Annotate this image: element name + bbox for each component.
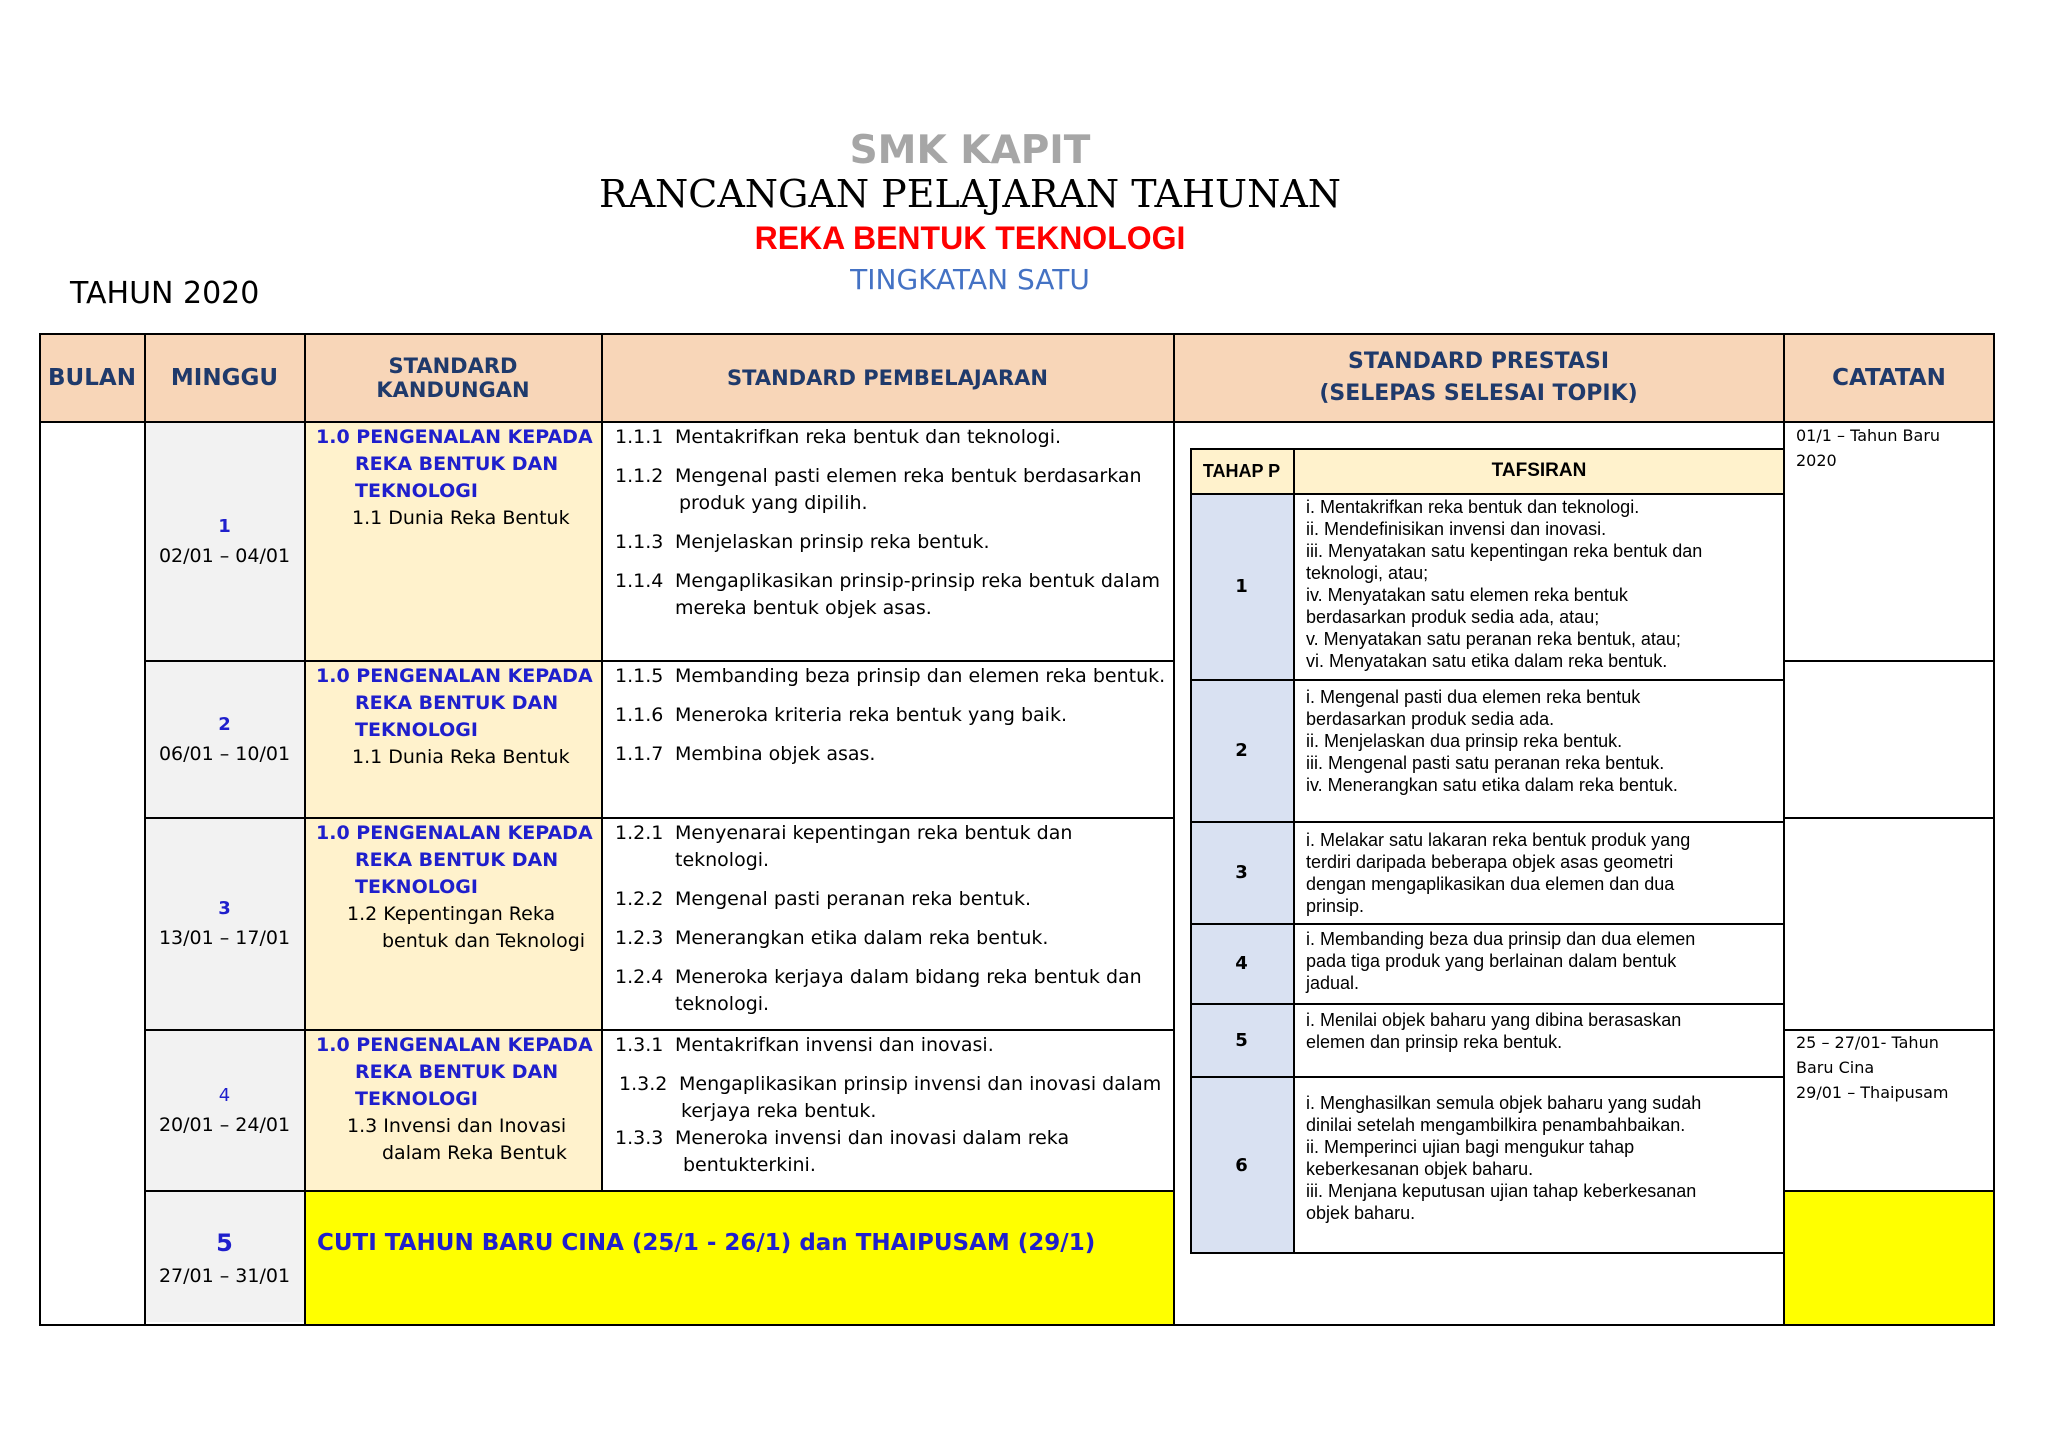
col-header-tafsiran: TAFSIRAN	[1294, 448, 1784, 493]
tahap-level: 2	[1235, 740, 1248, 761]
week-date: 20/01 – 24/01	[158, 1113, 291, 1136]
subject-title: REKA BENTUK TEKNOLOGI	[754, 220, 1186, 256]
standard-pembelajaran-cell	[615, 663, 1170, 768]
col-header-tahap: TAHAP P	[1190, 448, 1293, 493]
list-item: 1.1.3 Menjelaskan prinsip reka bentuk.	[615, 531, 990, 553]
col-header-standard-pembelajaran: STANDARD PEMBELAJARAN	[602, 334, 1173, 421]
week-number: 4	[218, 1084, 231, 1106]
standard-kandungan-cell: 1.0 PENGENALAN KEPADA REKA BENTUK DAN TEKNOLOGI 1.2 Kepentingan Reka bentuk dan Teknologi	[316, 822, 593, 952]
list-item: 1.2.2 Mengenal pasti peranan reka bentuk.	[615, 888, 1031, 910]
holiday-banner: CUTI TAHUN BARU CINA (25/1 - 26/1) dan THAIPUSAM (29/1)	[317, 1230, 1096, 1256]
week-date: 13/01 – 17/01	[158, 927, 291, 949]
week-date: 06/01 – 10/01	[158, 742, 291, 765]
tahap-level: 6	[1235, 1155, 1248, 1176]
school-name: SMK KAPIT	[849, 128, 1091, 173]
list-item: 1.1.2 Mengenal pasti elemen reka bentuk berdasarkan	[615, 465, 1142, 487]
week-date: 02/01 – 04/01	[158, 544, 291, 567]
list-item: 1.1.4 Mengaplikasikan prinsip-prinsip reka bentuk dalam	[615, 570, 1160, 592]
list-item: 1.1.5 Membanding beza prinsip dan elemen reka bentuk.	[615, 665, 1166, 687]
tahap-level: 1	[1235, 576, 1248, 597]
tahap-level: 4	[1235, 953, 1248, 974]
week-number: 2	[218, 713, 231, 735]
week-date: 27/01 – 31/01	[158, 1264, 291, 1287]
standard-kandungan-cell: 1.0 PENGENALAN KEPADA REKA BENTUK DAN TEKNOLOGI 1.3 Invensi dan Inovasi dalam Reka Bentuk	[316, 1034, 593, 1164]
week-number: 5	[216, 1228, 233, 1257]
tahap-level: 3	[1235, 862, 1248, 883]
week-cell	[145, 1191, 304, 1324]
standard-pembelajaran-cell: 1.2.1 Menyenarai kepentingan reka bentuk dan teknologi. 1.2.2 Mengenal pasti peranan reka bentuk. 1.2.3 Menerangkan etika dalam reka bentuk. 1.2.4 Meneroka kerjaya dalam bidang reka bentuk dan teknologi.	[615, 820, 1170, 1018]
prestasi-table	[1190, 448, 1785, 1254]
year-label: TAHUN 2020	[70, 276, 260, 311]
list-item: 1.2.1 Menyenarai kepentingan reka bentuk dan teknologi.	[615, 822, 1073, 871]
standard-pembelajaran-cell: 1.1.1 Mentakrifkan reka bentuk dan teknologi. 1.1.2 Mengenal pasti elemen reka bentuk berdasarkan produk yang dipilih. 1.1.3 Menjelaskan prinsip reka bentuk. 1.1.4 Mengaplikasikan prinsip-prinsip reka bentuk dalam mereka bentuk objek asas.	[615, 424, 1170, 622]
tahap-level: 5	[1235, 1029, 1248, 1051]
standard-kandungan-cell: 1.0 PENGENALAN KEPADA REKA BENTUK DAN TEKNOLOGI 1.1 Dunia Reka Bentuk	[316, 665, 593, 768]
week-number: 3	[218, 898, 231, 919]
standard-pembelajaran-cell: 1.3.1 Mentakrifkan invensi dan inovasi. 1.3.2 Mengaplikasikan prinsip invensi dan inovasi dalam kerjaya reka bentuk. 1.3.3 Meneroka invensi dan inovasi dalam reka bentukterkini.	[615, 1032, 1170, 1179]
col-header-standard-kandungan: STANDARD KANDUNGAN	[305, 334, 601, 421]
col-header-standard-prestasi: STANDARD PRESTASI (SELEPAS SELESAI TOPIK)	[1174, 334, 1783, 421]
tafsiran-text: i. Mentakrifkan reka bentuk dan teknologi. ii. Mendefinisikan invensi dan inovasi. iii. Menyatakan satu kepentingan reka bentuk dan teknologi, atau; iv. Menyatakan satu elemen reka bentuk berdasarkan produk sedia ada, atau; v. Menyatakan satu peranan reka bentuk, atau; vi. Menyatakan satu etika dalam reka bentuk.	[1306, 497, 1703, 671]
list-item: 1.2.4 Meneroka kerjaya dalam bidang reka bentuk dan	[615, 966, 1142, 988]
col-header-minggu: MINGGU	[145, 334, 304, 421]
week-number: 1	[218, 515, 231, 537]
col-header-catatan: CATATAN	[1784, 334, 1994, 421]
list-item: 1.1.6 Meneroka kriteria reka bentuk yang baik.	[615, 704, 1068, 726]
week-cell	[145, 422, 304, 660]
week-cell	[145, 661, 304, 817]
level-title: TINGKATAN SATU	[850, 263, 1090, 296]
tafsiran-text: i. Melakar satu lakaran reka bentuk produk yang terdiri daripada beberapa objek asas geometri dengan mengaplikasikan dua elemen dan dua prinsip.	[1306, 830, 1691, 916]
col-header-bulan: BULAN	[40, 334, 144, 421]
list-item: 1.1.1 Mentakrifkan reka bentuk dan teknologi.	[615, 426, 1062, 448]
document-title: RANCANGAN PELAJARAN TAHUNAN	[598, 172, 1342, 216]
list-item: 1.3.2 Mengaplikasikan prinsip invensi dan inovasi dalam	[619, 1073, 1162, 1095]
week-cell	[145, 818, 304, 1029]
week-cell	[145, 1030, 304, 1190]
standard-kandungan-cell: 1.0 PENGENALAN KEPADA REKA BENTUK DAN TEKNOLOGI 1.1 Dunia Reka Bentuk	[316, 426, 593, 529]
list-item: 1.1.7 Membina objek asas.	[615, 743, 876, 765]
list-item: 1.3.3 Meneroka invensi dan inovasi dalam reka	[615, 1127, 1070, 1149]
tafsiran-text: i. Mengenal pasti dua elemen reka bentuk berdasarkan produk sedia ada. ii. Menjelaskan dua prinsip reka bentuk. iii. Mengenal pasti satu peranan reka bentuk. iv. Menerangkan satu etika dalam reka bentuk.	[1306, 687, 1678, 795]
tafsiran-text: i. Membanding beza dua prinsip dan dua elemen pada tiga produk yang berlainan dalam bentuk jadual.	[1306, 929, 1696, 993]
list-item: 1.3.1 Mentakrifkan invensi dan inovasi.	[615, 1034, 994, 1056]
catatan-cell: 01/1 – Tahun Baru 2020	[1796, 426, 1941, 470]
tafsiran-text: i. Menilai objek baharu yang dibina berasaskan elemen dan prinsip reka bentuk.	[1306, 1010, 1682, 1052]
tafsiran-text: i. Menghasilkan semula objek baharu yang sudah dinilai setelah mengambilkira penambahbaikan. ii. Memperinci ujian bagi mengukur tahap keberkesanan objek baharu. iii. Menjana keputusan ujian tahap keberkesanan objek baharu.	[1306, 1093, 1702, 1223]
catatan-cell: 25 – 27/01- Tahun Baru Cina 29/01 – Thaipusam	[1796, 1033, 1949, 1102]
list-item: 1.2.3 Menerangkan etika dalam reka bentuk.	[615, 927, 1049, 949]
